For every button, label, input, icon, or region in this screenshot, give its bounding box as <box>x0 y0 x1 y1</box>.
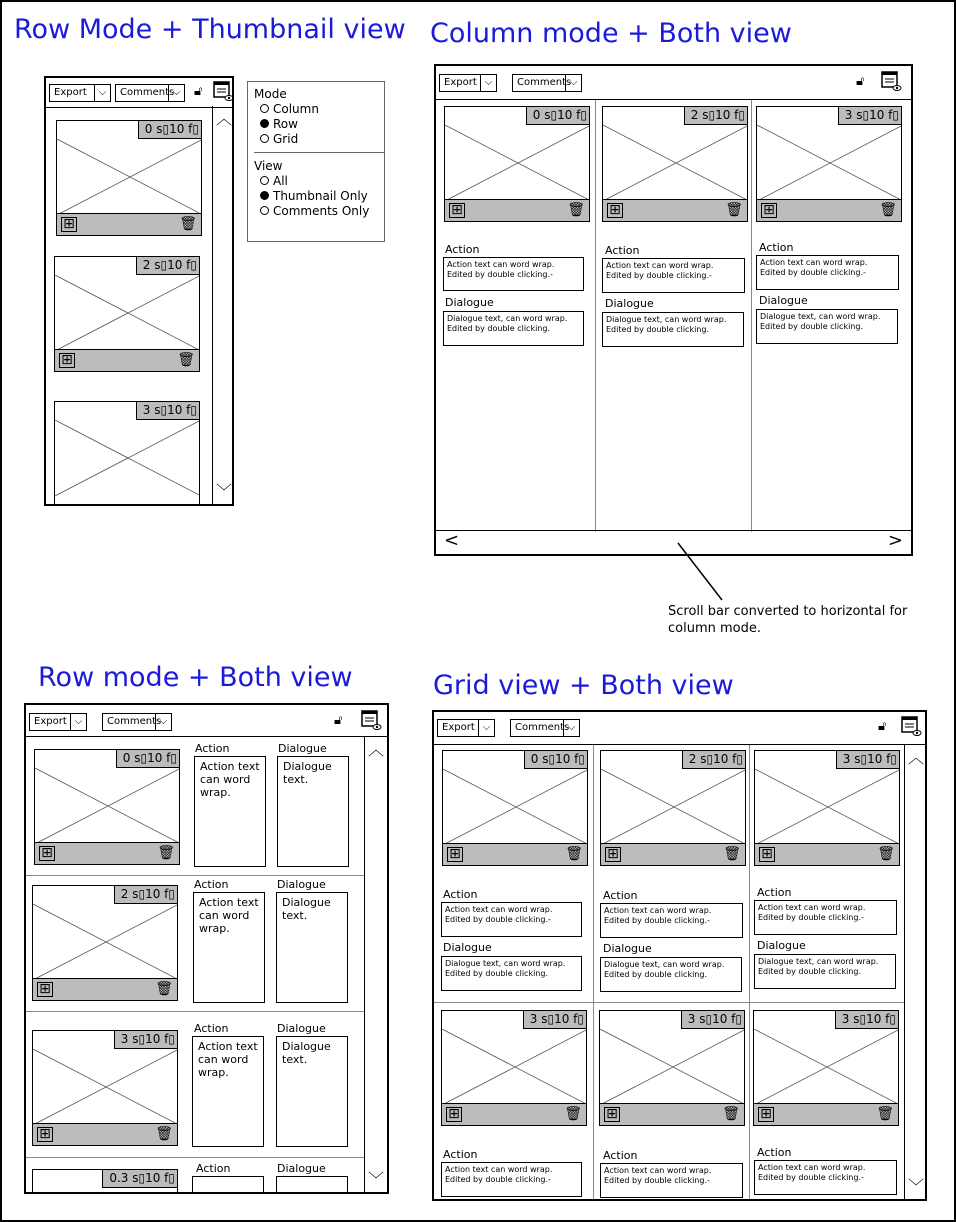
card-footer <box>754 1103 898 1125</box>
action-label: Action <box>759 241 794 254</box>
view-heading: View <box>254 159 283 173</box>
export-label: Export <box>444 77 477 88</box>
column-divider <box>749 745 750 1201</box>
frame-card[interactable] <box>600 750 746 866</box>
action-label: Action <box>605 244 640 257</box>
frame-duration[interactable]: 3 s▯10 f▯ <box>681 1011 744 1029</box>
action-label: Action <box>194 1022 229 1035</box>
comments-dropdown[interactable] <box>510 719 580 737</box>
radio-label: Row <box>273 116 298 131</box>
dialogue-label: Dialogue <box>445 296 494 309</box>
frame-duration[interactable]: 0 s▯10 f▯ <box>116 750 179 768</box>
add-icon[interactable]: ⊞ <box>759 847 775 862</box>
dialogue-textbox[interactable]: Dialogue text, can word wrap. Edited by double clicking. <box>441 956 582 991</box>
card-footer <box>600 1103 744 1125</box>
chevron-down-icon: ⌵ <box>478 720 494 736</box>
action-label: Action <box>194 878 229 891</box>
frame-duration[interactable]: 0.3 s▯10 f▯ <box>102 1170 177 1188</box>
radio-icon <box>260 206 269 215</box>
card-footer <box>33 1123 177 1145</box>
frame-card[interactable] <box>54 401 200 506</box>
scroll-down-icon[interactable]: ﹀ <box>215 482 232 501</box>
card-footer <box>755 843 899 865</box>
radio-icon <box>260 134 269 143</box>
frame-card[interactable] <box>34 749 180 865</box>
mode-option-column[interactable] <box>260 101 378 116</box>
frame-duration[interactable]: 0 s▯10 f▯ <box>138 121 201 139</box>
card-footer <box>445 199 589 221</box>
radio-label: All <box>273 173 288 188</box>
add-icon[interactable]: ⊞ <box>758 1107 774 1122</box>
card-footer <box>55 349 199 371</box>
list-eye-icon[interactable] <box>212 80 234 102</box>
title-column-both: Column mode + Both view <box>430 18 792 49</box>
panel-column-both <box>434 64 913 556</box>
frame-duration[interactable]: 3 s▯10 f▯ <box>523 1011 586 1029</box>
comments-label: Comments <box>515 722 570 733</box>
frame-card[interactable] <box>753 1010 899 1126</box>
add-icon[interactable]: ⊞ <box>447 847 463 862</box>
action-textbox[interactable]: Action text can word wrap. Edited by double clicking.- <box>756 255 899 290</box>
dialogue-textbox[interactable]: Dialogue text, can word wrap. Edited by double clicking. <box>754 954 896 989</box>
mode-option-grid[interactable] <box>260 131 378 146</box>
add-icon[interactable]: ⊞ <box>61 217 77 232</box>
action-textbox[interactable]: Action text can word wrap. Edited by double clicking.- <box>602 258 745 293</box>
radio-icon <box>260 176 269 185</box>
toolbar <box>434 712 925 745</box>
export-dropdown[interactable] <box>49 84 111 102</box>
frame-duration[interactable]: 0 s▯10 f▯ <box>524 751 587 769</box>
placeholder-x-icon <box>600 1029 745 1105</box>
action-label: Action <box>445 243 480 256</box>
frame-duration[interactable]: 2 s▯10 f▯ <box>682 751 745 769</box>
comments-dropdown[interactable] <box>102 713 172 731</box>
placeholder-x-icon <box>445 125 590 201</box>
add-icon[interactable]: ⊞ <box>604 1107 620 1122</box>
placeholder-x-icon <box>603 125 748 201</box>
card-footer <box>443 843 587 865</box>
action-textbox[interactable]: Action text can word wrap. Edited by double clicking.- <box>600 1163 743 1198</box>
column-divider <box>593 745 594 1201</box>
dialogue-label: Dialogue <box>603 942 652 955</box>
row-divider <box>434 1002 904 1003</box>
dialogue-label: Dialogue <box>757 939 806 952</box>
chevron-down-icon: ⌵ <box>155 714 171 730</box>
vertical-scrollbar[interactable] <box>212 106 234 504</box>
lock-icon[interactable]: 🔓︎ <box>856 74 865 89</box>
frame-duration[interactable]: 3 s▯10 f▯ <box>836 751 899 769</box>
add-icon[interactable]: ⊞ <box>761 203 777 218</box>
action-textbox[interactable]: Action text can word wrap. Edited by double clicking.- <box>441 902 582 937</box>
lock-icon[interactable]: 🔓︎ <box>334 713 343 728</box>
placeholder-x-icon <box>33 904 178 980</box>
toolbar <box>26 705 387 737</box>
dialogue-label: Dialogue <box>277 878 326 891</box>
frame-card[interactable] <box>599 1010 745 1126</box>
mode-heading: Mode <box>254 87 287 101</box>
view-option-thumbnail-only[interactable] <box>260 188 378 203</box>
list-eye-icon[interactable] <box>880 70 902 92</box>
frame-duration[interactable]: 3 s▯10 f▯ <box>835 1011 898 1029</box>
panel-row-both <box>24 703 389 1194</box>
dialogue-label: Dialogue <box>759 294 808 307</box>
frame-card[interactable] <box>442 750 588 866</box>
dialogue-label: Dialogue <box>278 742 327 755</box>
list-eye-icon[interactable] <box>900 715 922 737</box>
trash-icon[interactable]: 🗑 <box>155 1126 173 1142</box>
add-icon[interactable]: ⊞ <box>607 203 623 218</box>
frame-card[interactable] <box>32 1030 178 1146</box>
chevron-down-icon: ⌵ <box>480 75 496 91</box>
action-label: Action <box>195 742 230 755</box>
add-icon[interactable]: ⊞ <box>37 1127 53 1142</box>
dialogue-label: Dialogue <box>605 297 654 310</box>
placeholder-x-icon <box>33 1049 178 1125</box>
comments-label: Comments <box>107 716 162 727</box>
dialogue-textbox[interactable]: Dialogue text. <box>277 756 349 867</box>
row-divider <box>26 1157 364 1158</box>
action-textbox[interactable]: Action text can word wrap. Edited by double clicking.- <box>754 900 897 935</box>
placeholder-x-icon <box>755 769 900 845</box>
add-icon[interactable]: ⊞ <box>605 847 621 862</box>
add-icon[interactable]: ⊞ <box>39 846 55 861</box>
trash-icon[interactable]: 🗑 <box>567 202 585 218</box>
toolbar <box>436 66 911 100</box>
title-row-thumbnail: Row Mode + Thumbnail view <box>14 14 406 45</box>
export-dropdown[interactable] <box>29 713 87 731</box>
scroll-up-icon[interactable]: ︿ <box>215 109 232 128</box>
export-label: Export <box>54 87 87 98</box>
frame-duration[interactable]: 2 s▯10 f▯ <box>684 107 747 125</box>
dialogue-label: Dialogue <box>277 1022 326 1035</box>
action-label: Action <box>757 886 792 899</box>
action-textbox[interactable]: Action text can word wrap. Edited by double clicking.- <box>443 257 584 291</box>
frame-duration[interactable]: 3 s▯10 f▯ <box>838 107 901 125</box>
action-textbox[interactable]: Action text can word wrap. Edited by double clicking.- <box>754 1160 897 1195</box>
chevron-down-icon: ⌵ <box>565 75 581 91</box>
comments-dropdown[interactable] <box>115 84 185 102</box>
card-footer <box>35 842 179 864</box>
frame-card[interactable] <box>441 1010 587 1126</box>
vertical-scrollbar[interactable] <box>364 737 386 1192</box>
card-footer <box>442 1103 586 1125</box>
placeholder-x-icon <box>35 768 180 844</box>
chevron-down-icon: ⌵ <box>168 85 184 101</box>
trash-icon[interactable]: 🗑 <box>179 216 197 232</box>
dialogue-textbox[interactable]: Dialogue text, can word wrap. Edited by double clicking. <box>443 311 584 346</box>
annotation-text: Scroll bar converted to horizontal for column mode. <box>668 604 908 636</box>
radio-label: Comments Only <box>273 203 370 218</box>
frame-duration[interactable]: 3 s▯10 f▯ <box>114 1031 177 1049</box>
frame-card[interactable] <box>32 885 178 1001</box>
add-icon[interactable]: ⊞ <box>449 203 465 218</box>
vertical-scrollbar[interactable] <box>904 745 926 1199</box>
export-label: Export <box>34 716 67 727</box>
frame-card[interactable] <box>756 106 902 222</box>
card-footer <box>33 978 177 1000</box>
radio-selected-icon <box>260 191 269 200</box>
comments-dropdown[interactable] <box>512 74 582 92</box>
frame-duration[interactable]: 2 s▯10 f▯ <box>114 886 177 904</box>
scroll-up-icon[interactable]: ︿ <box>367 740 384 759</box>
placeholder-x-icon <box>757 125 902 201</box>
trash-icon[interactable]: 🗑 <box>155 981 173 997</box>
dialogue-textbox[interactable]: Dialogue text, can word wrap. Edited by double clicking. <box>602 312 744 347</box>
action-label: Action <box>443 1148 478 1161</box>
radio-selected-icon <box>260 119 269 128</box>
frame-duration[interactable]: 3 s▯10 f▯ <box>136 402 199 420</box>
radio-label: Thumbnail Only <box>273 188 368 203</box>
frame-card[interactable] <box>32 1169 178 1194</box>
list-eye-icon[interactable] <box>360 709 382 731</box>
comments-label: Comments <box>517 77 572 88</box>
annotation-pointer <box>670 540 730 604</box>
action-textbox[interactable]: Action text can word wrap. <box>192 1036 264 1147</box>
frame-card[interactable] <box>602 106 748 222</box>
dialogue-label: Dialogue <box>443 941 492 954</box>
dialogue-textbox[interactable]: Dialogue text, can word wrap. Edited by double clicking. <box>756 309 898 344</box>
export-dropdown[interactable] <box>437 719 495 737</box>
radio-label: Grid <box>273 131 299 146</box>
scroll-down-icon[interactable]: ﹀ <box>907 1177 924 1196</box>
chevron-down-icon: ⌵ <box>70 714 86 730</box>
action-label: Action <box>603 1149 638 1162</box>
placeholder-x-icon <box>442 1029 587 1105</box>
card-footer <box>603 199 747 221</box>
trash-icon[interactable]: 🗑 <box>876 1106 894 1122</box>
trash-icon[interactable]: 🗑 <box>177 352 195 368</box>
column-divider <box>595 100 596 532</box>
trash-icon[interactable]: 🗑 <box>877 846 895 862</box>
scroll-down-icon[interactable]: ﹀ <box>367 1170 384 1189</box>
radio-icon <box>260 104 269 113</box>
scroll-up-icon[interactable]: ︿ <box>907 748 924 767</box>
export-label: Export <box>442 722 475 733</box>
mode-view-settings <box>247 81 385 242</box>
view-option-all[interactable] <box>260 173 378 188</box>
comments-label: Comments <box>120 87 175 98</box>
frame-card[interactable] <box>56 120 202 236</box>
scroll-right-icon[interactable]: > <box>887 530 903 551</box>
dialogue-textbox[interactable]: Dialogue text, can word wrap. Edited by double clicking. <box>600 957 742 992</box>
trash-icon[interactable]: 🗑 <box>722 1106 740 1122</box>
dialogue-label: Dialogue <box>277 1162 326 1175</box>
action-textbox[interactable]: Action text can word wrap. <box>193 892 265 1003</box>
frame-card[interactable] <box>54 256 200 372</box>
dialogue-textbox[interactable]: Dialogue text. <box>276 1036 348 1147</box>
placeholder-x-icon <box>57 139 202 215</box>
scroll-left-icon[interactable]: < <box>444 530 460 551</box>
row-divider <box>26 1011 364 1012</box>
toolbar <box>46 78 232 108</box>
mode-option-row[interactable] <box>260 116 378 131</box>
placeholder-x-icon <box>443 769 588 845</box>
divider <box>254 152 384 153</box>
card-footer <box>57 213 201 235</box>
card-footer <box>757 199 901 221</box>
card-footer <box>601 843 745 865</box>
action-label: Action <box>603 889 638 902</box>
frame-card[interactable] <box>444 106 590 222</box>
trash-icon[interactable]: 🗑 <box>725 202 743 218</box>
lock-icon[interactable]: 🔓︎ <box>194 84 203 99</box>
radio-label: Column <box>273 101 319 116</box>
action-textbox[interactable] <box>192 1176 264 1194</box>
action-label: Action <box>196 1162 231 1175</box>
action-label: Action <box>757 1146 792 1159</box>
frame-card[interactable] <box>754 750 900 866</box>
panel-row-thumbnail <box>44 76 234 506</box>
lock-icon[interactable]: 🔓︎ <box>878 719 887 734</box>
chevron-down-icon: ⌵ <box>94 85 110 101</box>
add-icon[interactable]: ⊞ <box>59 353 75 368</box>
trash-icon[interactable]: 🗑 <box>879 202 897 218</box>
row-divider <box>26 875 364 876</box>
frame-duration[interactable]: 2 s▯10 f▯ <box>136 257 199 275</box>
view-option-comments-only[interactable] <box>260 203 378 218</box>
trash-icon[interactable]: 🗑 <box>157 845 175 861</box>
dialogue-textbox[interactable] <box>276 1176 348 1194</box>
placeholder-x-icon <box>55 275 200 351</box>
placeholder-x-icon <box>754 1029 899 1105</box>
dialogue-textbox[interactable]: Dialogue text. <box>276 892 348 1003</box>
add-icon[interactable]: ⊞ <box>446 1107 462 1122</box>
trash-icon[interactable]: 🗑 <box>723 846 741 862</box>
action-label: Action <box>443 888 478 901</box>
export-dropdown[interactable] <box>439 74 497 92</box>
panel-grid-both <box>432 710 927 1201</box>
action-textbox[interactable]: Action text can word wrap. <box>194 756 266 867</box>
frame-duration[interactable]: 0 s▯10 f▯ <box>526 107 589 125</box>
title-grid-both: Grid view + Both view <box>433 670 734 701</box>
chevron-down-icon: ⌵ <box>563 720 579 736</box>
trash-icon[interactable]: 🗑 <box>564 1106 582 1122</box>
action-textbox[interactable]: Action text can word wrap. Edited by double clicking.- <box>600 903 743 938</box>
column-divider <box>751 100 752 532</box>
add-icon[interactable]: ⊞ <box>37 982 53 997</box>
trash-icon[interactable]: 🗑 <box>565 846 583 862</box>
placeholder-x-icon <box>55 420 200 496</box>
placeholder-x-icon <box>601 769 746 845</box>
title-row-both: Row mode + Both view <box>38 662 353 693</box>
action-textbox[interactable]: Action text can word wrap. Edited by double clicking.- <box>441 1162 582 1197</box>
